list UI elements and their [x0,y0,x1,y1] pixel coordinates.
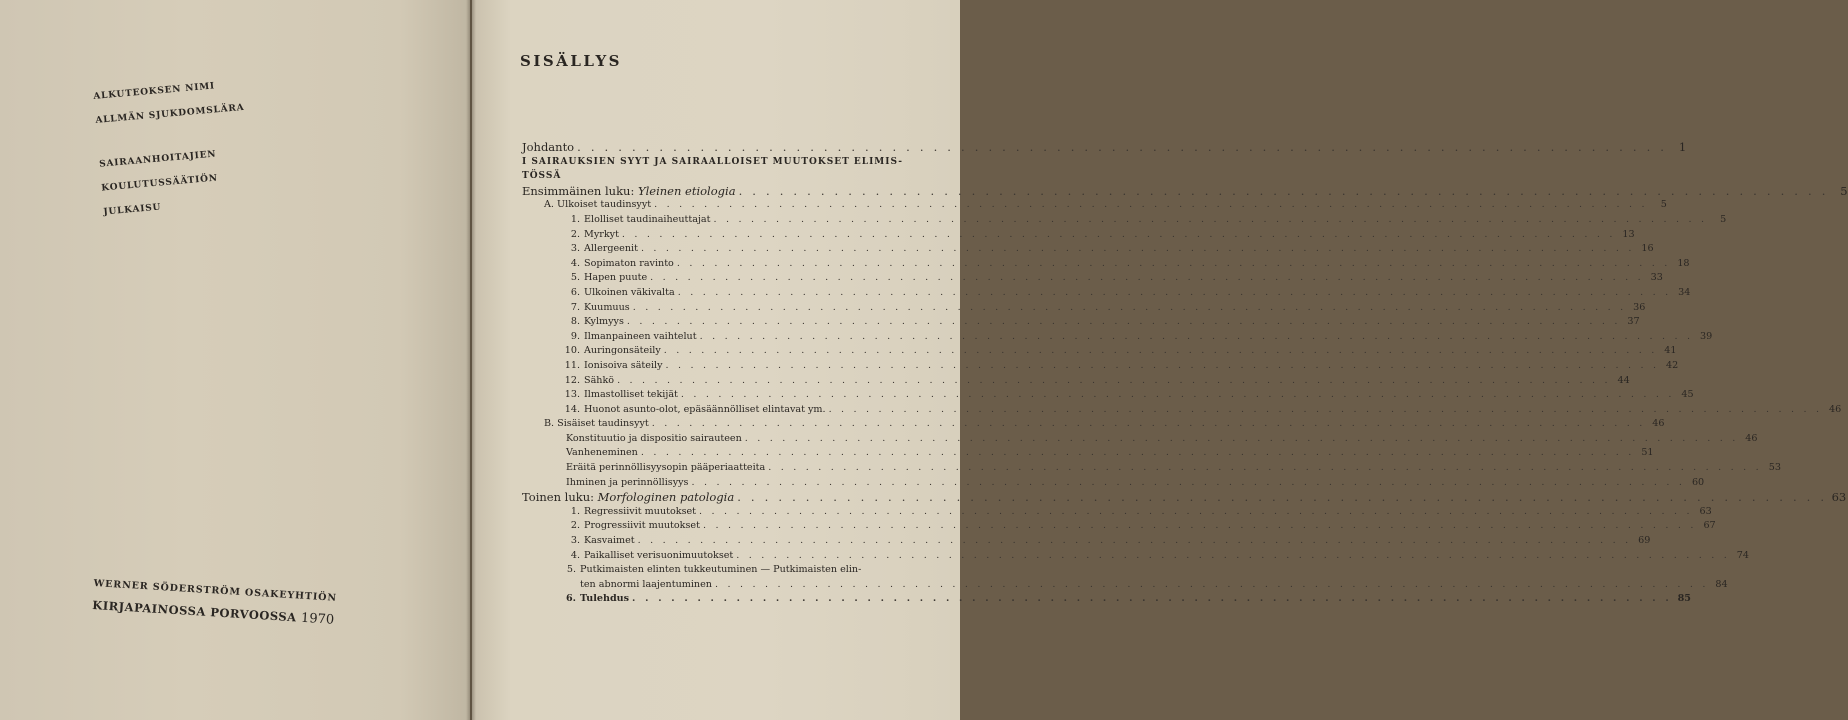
dot-leader: . . . . . . . . . . . . . . . . . . . . . . . . . . . . . . . . . . . . . . . . . . . . . . . . . . . . . . . . . . . . . . . . . . . . . . . . . . . . . . . . [699,330,1694,342]
dot-leader: . . . . . . . . . . . . . . . . . . . . . . . . . . . . . . . . . . . . . . . . . . . . . . . . . . . . . . . . . . . . . . . . . . . . . . . . . . . . . . . . [640,243,1635,255]
dot-leader: . . . . . . . . . . . . . . . . . . . . . . . . . . . . . . . . . . . . . . . . . . . . . . . . . . . . . . . . . . . . . . . . . . . . . . . . . . . . . . . . [617,374,1611,386]
dot-leader: . . . . . . . . . . . . . . . . . . . . . . . . . . . . . . . . . . . . . . . . . . . . . . . . . . . . . . . . . . . . . . . . . . . . . . . . . . . . . . . . [736,549,1730,561]
dot-leader: . . . . . . . . . . . . . . . . . . . . . . . . . . . . . . . . . . . . . . . . . . . . . . . . . . . . . . . . . . . . . . . . . . . . . . . . . . . . . . . . [713,213,1708,225]
table-of-contents [522,140,1848,607]
series-line-1: SAIRAANHOITAJIEN [98,149,217,170]
toc-entry: 5. Putkimaisten elinten tukkeutuminen — Putkimaisten elin- [566,564,862,576]
dot-leader: . . . . . . . . . . . . . . . . . . . . . . . . . . . . . . . . . . . . . . . . . . . . . . . . . . . . . . . . . . . . . . . . . . . . . . . . . . . . . . . . [768,462,1762,474]
dot-leader: . . . . . . . . . . . . . . . . . . . . . . . . . . . . . . . . . . . . . . . . . . . . . . . . . . . . . . . . . . . . . . . . . . . . . . . . . . . . . . . . [828,403,1823,415]
original-title-label: ALKUTEOKSEN NIMI [93,81,216,102]
dot-leader: . . . . . . . . . . . . . . . . . . . . . . . . . . . . . . . . . . . . . . . . . . . . . . . . . . . . . . . . . . . . . . . . . . . . . . . . . . . . . . . . [714,578,1709,590]
publisher-name: WERNER SÖDERSTRÖM OSAKEYHTIÖN [93,578,338,604]
toc-entry: 4. Sopimaton ravinto . . . . . . . . . . . . . . . . . . . . . . . . . . . . . . . . . . . . . . . . . . . . . . . . . . . . . . . . . . . . . . . . . . . . . . . . . . . . . . . . 18 [522,257,920,272]
toc-part-heading: I SAIRAUKSIEN SYYT JA SAIRAALLOISET MUUTOKSET ELIMIS- [522,156,904,167]
dot-leader: . . . . . . . . . . . . . . . . . . . . . . . . . . . . . . . . . . . . . . . . . . . . . . . . . . . . . . . . . . . . . . . . . . . . . . . . . . . . . . . . [640,447,1635,459]
dot-leader: . . . . . . . . . . . . . . . . . . . . . . . . . . . . . . . . . . . . . . . . . . . . . . . . . . . . . . . . . . . . . . . . . . . . . . . . . . . . . . . . [691,476,1686,488]
dot-leader: . . . . . . . . . . . . . . . . . . . . . . . . . . . . . . . . . . . . . . . . . . . . . . . . . . . . . . . . . . . . . . . . . . . . . . . . . . . . . . . . [663,345,1658,357]
series-line-3: JULKAISU [103,202,162,218]
printer-line [92,598,336,628]
toc-entry: 7. Kuumuus . . . . . . . . . . . . . . . . . . . . . . . . . . . . . . . . . . . . . . . . . . . . . . . . . . . . . . . . . . . . . . . . . . . . . . . . . . . . . . . . 36 [522,301,920,316]
toc-entry-cont: ten abnormi laajentuminen . . . . . . . . . . . . . . . . . . . . . . . . . . . . . . . . . . . . . . . . . . . . . . . . . . . . . . . . . . . . . . . . . . . . . . . . . . . . . . . . 84 [522,578,920,593]
toc-entry: Vanheneminen . . . . . . . . . . . . . . . . . . . . . . . . . . . . . . . . . . . . . . . . . . . . . . . . . . . . . . . . . . . . . . . . . . . . . . . . . . . . . . . . 51 [522,446,920,461]
toc-entry: Konstituutio ja dispositio sairauteen . . . . . . . . . . . . . . . . . . . . . . . . . . . . . . . . . . . . . . . . . . . . . . . . . . . . . . . . . . . . . . . . . . . . . . . . . . . . . . . . 46 [522,432,920,447]
toc-entry: Ihminen ja perinnöllisyys . . . . . . . . . . . . . . . . . . . . . . . . . . . . . . . . . . . . . . . . . . . . . . . . . . . . . . . . . . . . . . . . . . . . . . . . . . . . . . . . 60 [522,476,920,491]
toc-chapter-2: Toinen luku: Morfologinen patologia . . . . . . . . . . . . . . . . . . . . . . . . . . . . . . . . . . . . . . . . . . . . . . . . . . . . . . . . . . . . . . . . . . . . . . . . . . . . . . . . 63 [522,490,1847,505]
toc-entry: 1. Elolliset taudinaiheuttajat . . . . . . . . . . . . . . . . . . . . . . . . . . . . . . . . . . . . . . . . . . . . . . . . . . . . . . . . . . . . . . . . . . . . . . . . . . . . . . . . 5 [522,213,920,228]
dot-leader: . . . . . . . . . . . . . . . . . . . . . . . . . . . . . . . . . . . . . . . . . . . . . . . . . . . . . . . . . . . . . . . . . . . . . . . . . . . . . . . . [699,505,1693,517]
toc-entry: 12. Sähkö . . . . . . . . . . . . . . . . . . . . . . . . . . . . . . . . . . . . . . . . . . . . . . . . . . . . . . . . . . . . . . . . . . . . . . . . . . . . . . . . 44 [522,374,920,389]
toc-chapter-1: Ensimmäinen luku: Yleinen etiologia . . . . . . . . . . . . . . . . . . . . . . . . . . . . . . . . . . . . . . . . . . . . . . . . . . . . . . . . . . . . . . . . . . . . . . . . . . . . . . . . 5 [522,183,1848,198]
toc-entry: 3. Kasvaimet . . . . . . . . . . . . . . . . . . . . . . . . . . . . . . . . . . . . . . . . . . . . . . . . . . . . . . . . . . . . . . . . . . . . . . . . . . . . . . . . 69 [522,534,920,549]
title-block [93,79,254,231]
toc-section-b: B. Sisäiset taudinsyyt . . . . . . . . . . . . . . . . . . . . . . . . . . . . . . . . . . . . . . . . . . . . . . . . . . . . . . . . . . . . . . . . . . . . . . . . . . . . . . . . 46 [522,417,920,432]
toc-entry: Eräitä perinnöllisyysopin pääperiaatteita . . . . . . . . . . . . . . . . . . . . . . . . . . . . . . . . . . . . . . . . . . . . . . . . . . . . . . . . . . . . . . . . . . . . . . . . . . . . . . . . 53 [522,461,920,476]
dot-leader: . . . . . . . . . . . . . . . . . . . . . . . . . . . . . . . . . . . . . . . . . . . . . . . . . . . . . . . . . . . . . . . . . . . . . . . . . . . . . . . . [632,593,1672,605]
dot-leader: . . . . . . . . . . . . . . . . . . . . . . . . . . . . . . . . . . . . . . . . . . . . . . . . . . . . . . . . . . . . . . . . . . . . . . . . . . . . . . . . [651,418,1646,430]
toc-entry: 2. Progressiivit muutokset . . . . . . . . . . . . . . . . . . . . . . . . . . . . . . . . . . . . . . . . . . . . . . . . . . . . . . . . . . . . . . . . . . . . . . . . . . . . . . . . 67 [522,519,920,534]
dot-leader: . . . . . . . . . . . . . . . . . . . . . . . . . . . . . . . . . . . . . . . . . . . . . . . . . . . . . . . . . . . . . . . . . . . . . . . . . . . . . . . . [650,272,1644,284]
toc-entry: 6. Ulkoinen väkivalta . . . . . . . . . . . . . . . . . . . . . . . . . . . . . . . . . . . . . . . . . . . . . . . . . . . . . . . . . . . . . . . . . . . . . . . . . . . . . . . . 34 [522,286,920,301]
toc-entry: 5. Hapen puute . . . . . . . . . . . . . . . . . . . . . . . . . . . . . . . . . . . . . . . . . . . . . . . . . . . . . . . . . . . . . . . . . . . . . . . . . . . . . . . . 33 [522,271,920,286]
toc-entry: 14. Huonot asunto-olot, epäsäännölliset elintavat ym. . . . . . . . . . . . . . . . . . . . . . . . . . . . . . . . . . . . . . . . . . . . . . . . . . . . . . . . . . . . . . . . . . . . . . . . . . . . . . . . . 46 [522,403,920,418]
toc-entry: 11. Ionisoiva säteily . . . . . . . . . . . . . . . . . . . . . . . . . . . . . . . . . . . . . . . . . . . . . . . . . . . . . . . . . . . . . . . . . . . . . . . . . . . . . . . . 42 [522,359,920,374]
dot-leader: . . . . . . . . . . . . . . . . . . . . . . . . . . . . . . . . . . . . . . . . . . . . . . . . . . . . . . . . . . . . . . . . . . . . . . . . . . . . . . . . [577,140,1668,154]
dot-leader: . . . . . . . . . . . . . . . . . . . . . . . . . . . . . . . . . . . . . . . . . . . . . . . . . . . . . . . . . . . . . . . . . . . . . . . . . . . . . . . . [744,432,1739,444]
chapter-2-items [522,505,1749,563]
dot-leader: . . . . . . . . . . . . . . . . . . . . . . . . . . . . . . . . . . . . . . . . . . . . . . . . . . . . . . . . . . . . . . . . . . . . . . . . . . . . . . . . [702,520,1697,532]
series-line-2: KOULUTUSSÄÄTIÖN [101,173,219,194]
original-title: ALLMÄN SJUKDOMSLÄRA [95,102,245,126]
book-gutter [466,0,476,720]
toc-entry: 1. Regressiivit muutokset . . . . . . . . . . . . . . . . . . . . . . . . . . . . . . . . . . . . . . . . . . . . . . . . . . . . . . . . . . . . . . . . . . . . . . . . . . . . . . . . 63 [522,505,920,520]
toc-entry: 2. Myrkyt . . . . . . . . . . . . . . . . . . . . . . . . . . . . . . . . . . . . . . . . . . . . . . . . . . . . . . . . . . . . . . . . . . . . . . . . . . . . . . . . 13 [522,228,920,243]
toc-entry: 10. Auringonsäteily . . . . . . . . . . . . . . . . . . . . . . . . . . . . . . . . . . . . . . . . . . . . . . . . . . . . . . . . . . . . . . . . . . . . . . . . . . . . . . . . 41 [522,344,920,359]
dot-leader: . . . . . . . . . . . . . . . . . . . . . . . . . . . . . . . . . . . . . . . . . . . . . . . . . . . . . . . . . . . . . . . . . . . . . . . . . . . . . . . . [632,301,1627,313]
dot-leader: . . . . . . . . . . . . . . . . . . . . . . . . . . . . . . . . . . . . . . . . . . . . . . . . . . . . . . . . . . . . . . . . . . . . . . . . . . . . . . . . [626,316,1621,328]
imprint-block [92,578,337,628]
left-page [0,0,470,720]
dot-leader: . . . . . . . . . . . . . . . . . . . . . . . . . . . . . . . . . . . . . . . . . . . . . . . . . . . . . . . . . . . . . . . . . . . . . . . . . . . . . . . . [637,535,1632,547]
toc-entry-intro: Johdanto . . . . . . . . . . . . . . . . . . . . . . . . . . . . . . . . . . . . . . . . . . . . . . . . . . . . . . . . . . . . . . . . . . . . . . . . . . . . . . . . 1 [522,140,1687,154]
toc-entry: 4. Paikalliset verisuonimuutokset . . . . . . . . . . . . . . . . . . . . . . . . . . . . . . . . . . . . . . . . . . . . . . . . . . . . . . . . . . . . . . . . . . . . . . . . . . . . . . . . 74 [522,549,920,564]
right-page [472,0,1848,720]
toc-entry: 8. Kylmyys . . . . . . . . . . . . . . . . . . . . . . . . . . . . . . . . . . . . . . . . . . . . . . . . . . . . . . . . . . . . . . . . . . . . . . . . . . . . . . . . 37 [522,315,920,330]
section-a-items [522,213,1842,417]
dot-leader: . . . . . . . . . . . . . . . . . . . . . . . . . . . . . . . . . . . . . . . . . . . . . . . . . . . . . . . . . . . . . . . . . . . . . . . . . . . . . . . . [621,228,1616,240]
dot-leader: . . . . . . . . . . . . . . . . . . . . . . . . . . . . . . . . . . . . . . . . . . . . . . . . . . . . . . . . . . . . . . . . . . . . . . . . . . . . . . . . [680,389,1675,401]
printer-name: KIRJAPAINOSSA PORVOOSSA [91,597,297,625]
toc-section-a: A. Ulkoiset taudinsyyt . . . . . . . . . . . . . . . . . . . . . . . . . . . . . . . . . . . . . . . . . . . . . . . . . . . . . . . . . . . . . . . . . . . . . . . . . . . . . . . . 5 [522,198,920,213]
dot-leader: . . . . . . . . . . . . . . . . . . . . . . . . . . . . . . . . . . . . . . . . . . . . . . . . . . . . . . . . . . . . . . . . . . . . . . . . . . . . . . . . [654,199,1648,211]
section-b-items [522,432,1781,490]
toc-entry: 3. Allergeenit . . . . . . . . . . . . . . . . . . . . . . . . . . . . . . . . . . . . . . . . . . . . . . . . . . . . . . . . . . . . . . . . . . . . . . . . . . . . . . . . 16 [522,242,920,257]
dot-leader: . . . . . . . . . . . . . . . . . . . . . . . . . . . . . . . . . . . . . . . . . . . . . . . . . . . . . . . . . . . . . . . . . . . . . . . . . . . . . . . . [665,359,1660,371]
toc-entry: 13. Ilmastolliset tekijät . . . . . . . . . . . . . . . . . . . . . . . . . . . . . . . . . . . . . . . . . . . . . . . . . . . . . . . . . . . . . . . . . . . . . . . . . . . . . . . . 45 [522,388,920,403]
publication-year: 1970 [300,610,335,628]
dot-leader: . . . . . . . . . . . . . . . . . . . . . . . . . . . . . . . . . . . . . . . . . . . . . . . . . . . . . . . . . . . . . . . . . . . . . . . . . . . . . . . . [737,490,1828,505]
dot-leader: . . . . . . . . . . . . . . . . . . . . . . . . . . . . . . . . . . . . . . . . . . . . . . . . . . . . . . . . . . . . . . . . . . . . . . . . . . . . . . . . [677,286,1672,298]
toc-entry: 6. Tulehdus . . . . . . . . . . . . . . . . . . . . . . . . . . . . . . . . . . . . . . . . . . . . . . . . . . . . . . . . . . . . . . . . . . . . . . . . . . . . . . . . 85 [522,592,920,607]
toc-part-heading-cont: TÖSSÄ [522,171,562,182]
toc-entry: 9. Ilmanpaineen vaihtelut . . . . . . . . . . . . . . . . . . . . . . . . . . . . . . . . . . . . . . . . . . . . . . . . . . . . . . . . . . . . . . . . . . . . . . . . . . . . . . . . 39 [522,330,920,345]
contents-heading: SISÄLLYS [520,52,622,70]
dot-leader: . . . . . . . . . . . . . . . . . . . . . . . . . . . . . . . . . . . . . . . . . . . . . . . . . . . . . . . . . . . . . . . . . . . . . . . . . . . . . . . . [738,183,1829,198]
dot-leader: . . . . . . . . . . . . . . . . . . . . . . . . . . . . . . . . . . . . . . . . . . . . . . . . . . . . . . . . . . . . . . . . . . . . . . . . . . . . . . . . [676,257,1671,269]
